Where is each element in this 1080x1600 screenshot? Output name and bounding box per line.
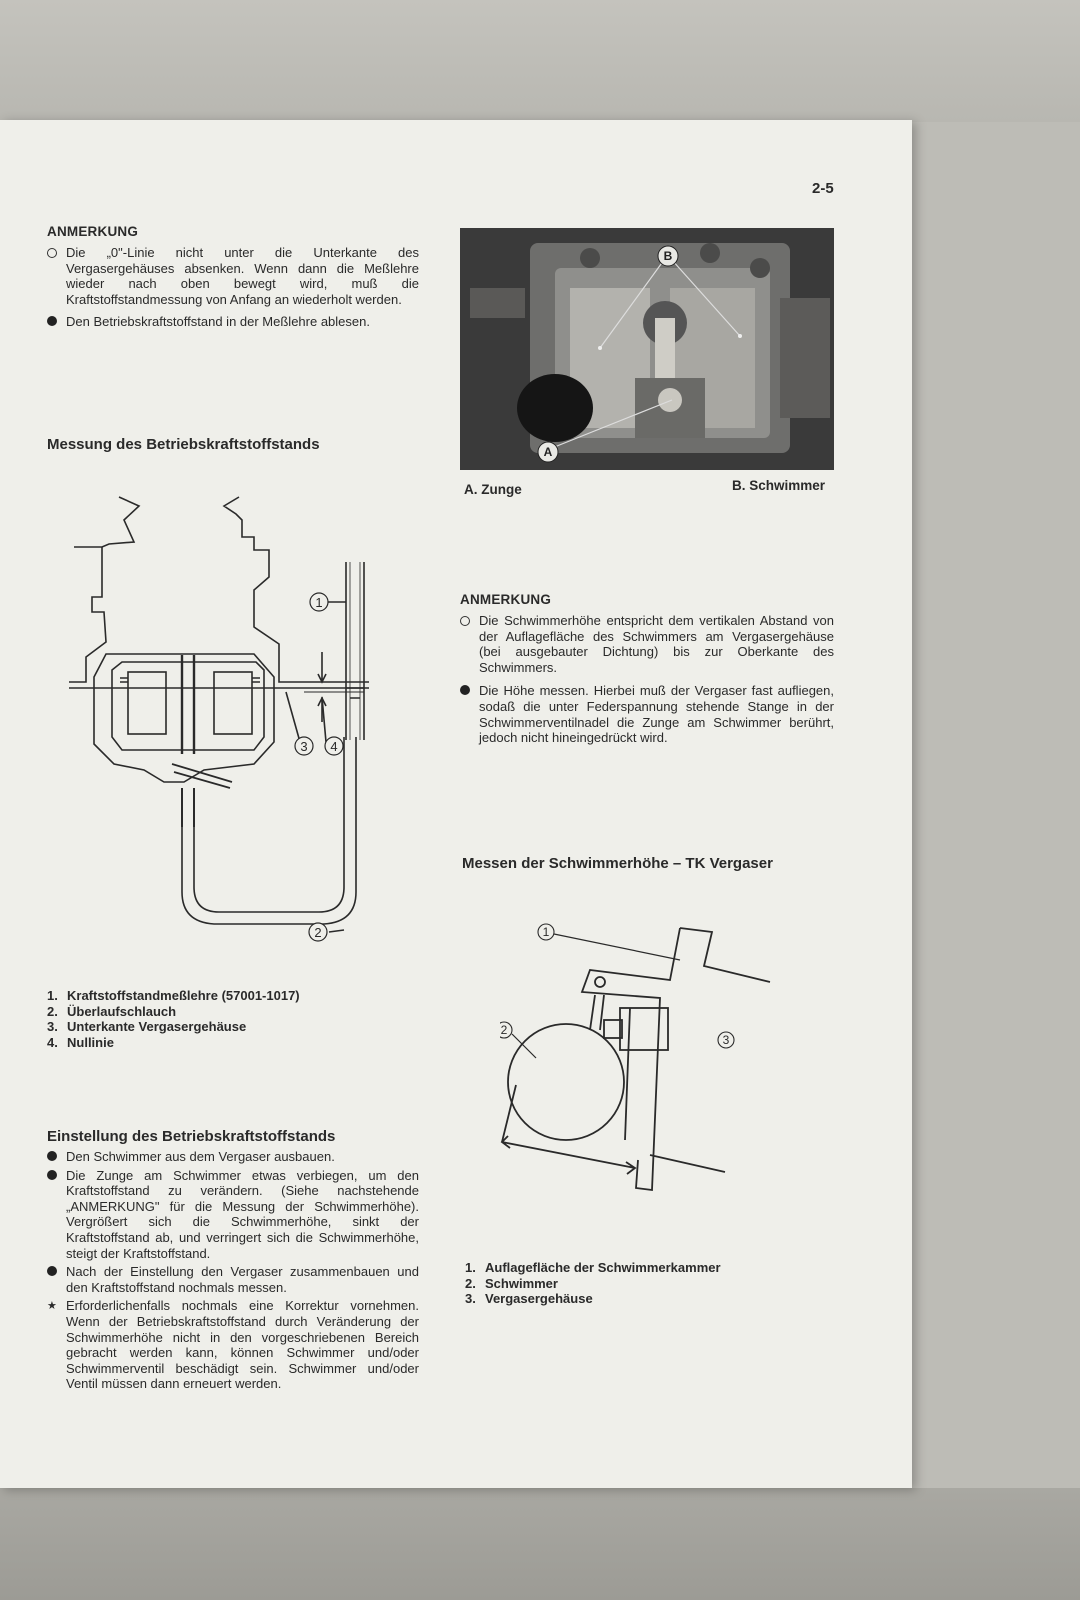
adjustment-item: Die Zunge am Schwimmer etwas verbiegen, um den Kraftstoffstand zu verändern. (Siehe nachstehende „ANMERKUNG" für die Messung der Schwimmerhöhe). Vergrößert sich die Schwimmerhöhe, sinkt der Kraftstoffstand ab, und verringert sich die Schwimmerhöhe, steigt der Kraftstoffstand. [47,1168,419,1262]
svg-text:3: 3 [722,1033,730,1047]
section-heading-adjustment: Einstellung des Betriebskraftstoffstands [47,1128,336,1145]
legend-item: 1. Kraftstoffstandmeßlehre (57001-1017) [47,988,300,1003]
open-circle-bullet-icon [460,613,476,631]
note-item: Die Schwimmerhöhe entspricht dem vertikalen Abstand von der Auflagefläche des Schwimmers am Vergasergehäuse (bei ausgebauter Dichtung) bis zur Oberkante des Schwimmers. [460,613,834,675]
note-block-right [460,592,834,753]
section-heading-float-height: Messen der Schwimmerhöhe – TK Vergaser [462,855,773,872]
page-number: 2-5 [812,180,834,197]
note-text: Die „0"-Linie nicht unter die Unterkante des Vergasergehäuses absenken. Wenn dann die Meßlehre wieder nach oben bewegt wird, muß die Kraftstoffstandmessung von Anfang an wiederholt werden. [66,245,419,307]
adjustment-item: ★ Erforderlichenfalls nochmals eine Korrektur vornehmen. Wenn der Betriebskraftstoffstand durch Veränderung der Schwimmerhöhe nicht in den vorgeschriebenen Bereich gebracht werden kann, können Schwimmer und/oder Schwimmerventil beschädigt sein. Schwimmer und/oder Ventil müssen dann erneuert werden. [47,1298,419,1392]
note-item [47,245,419,307]
carburetor-body-outline [680,928,770,982]
note-item: Die Höhe messen. Hierbei muß der Vergaser fast aufliegen, sodaß die unter Federspannung stehende Stange in der Schwimmerventilnadel die Zunge am Schwimmer berührt, jedoch nicht hineingedrückt wird. [460,683,834,745]
background-surface-bottom [0,1488,1080,1600]
filled-circle-bullet-icon [47,1149,63,1166]
svg-text:2: 2 [500,1023,508,1037]
legend-item: 4. Nullinie [47,1034,114,1050]
legend-item: 3. Vergasergehäuse [465,1291,593,1306]
callout-label: 2 [314,925,322,940]
callout-label: 1 [315,595,323,610]
float-height-diagram [500,910,800,1210]
legend-list-float-height [465,1260,835,1307]
legend-item: 1. Auflagefläche der Schwimmerkammer [465,1260,721,1275]
svg-text:1: 1 [542,925,550,939]
background-surface-top [0,0,1080,122]
callout-label: 3 [300,739,308,754]
note-text: Den Betriebskraftstoffstand in der Meßlehre ablesen. [66,314,370,330]
filled-circle-bullet-icon [460,683,476,700]
manual-page [0,120,912,1488]
legend-item: 3. Unterkante Vergasergehäuse [47,1019,247,1034]
note-list [47,245,419,330]
carburetor-photo [460,228,834,470]
open-circle-bullet-icon [47,245,63,263]
star-bullet-icon [47,1298,63,1315]
legend-item: 2. Überlaufschlauch [47,1003,177,1019]
callout-label: 4 [330,739,338,754]
adjustment-item: Nach der Einstellung den Vergaser zusammenbauen und den Kraftstoffstand nochmals messen. [47,1264,419,1295]
photo-caption-b: B. Schwimmer [732,478,826,493]
note-heading: ANMERKUNG [47,224,139,239]
adjustment-item: Den Schwimmer aus dem Vergaser ausbauen. [47,1149,419,1165]
svg-text:B: B [663,249,673,263]
carburetor-outline [74,497,139,547]
photo-caption-a: A. Zunge [464,482,522,497]
note-item [47,314,419,330]
filled-circle-bullet-icon [47,1168,63,1185]
note-list [460,613,834,746]
legend-item: 2. Schwimmer [465,1275,558,1291]
adjustment-section [47,1128,419,1395]
fuel-level-gauge-diagram [64,492,404,942]
note-block-left [47,224,419,337]
filled-circle-bullet-icon [47,1264,63,1281]
adjustment-list [47,1149,419,1392]
svg-text:A: A [543,445,553,459]
section-heading-measurement: Messung des Betriebskraftstoffstands [47,436,320,453]
filled-circle-bullet-icon [47,314,63,331]
legend-list-measurement [47,988,419,1050]
note-heading: ANMERKUNG [460,592,552,607]
